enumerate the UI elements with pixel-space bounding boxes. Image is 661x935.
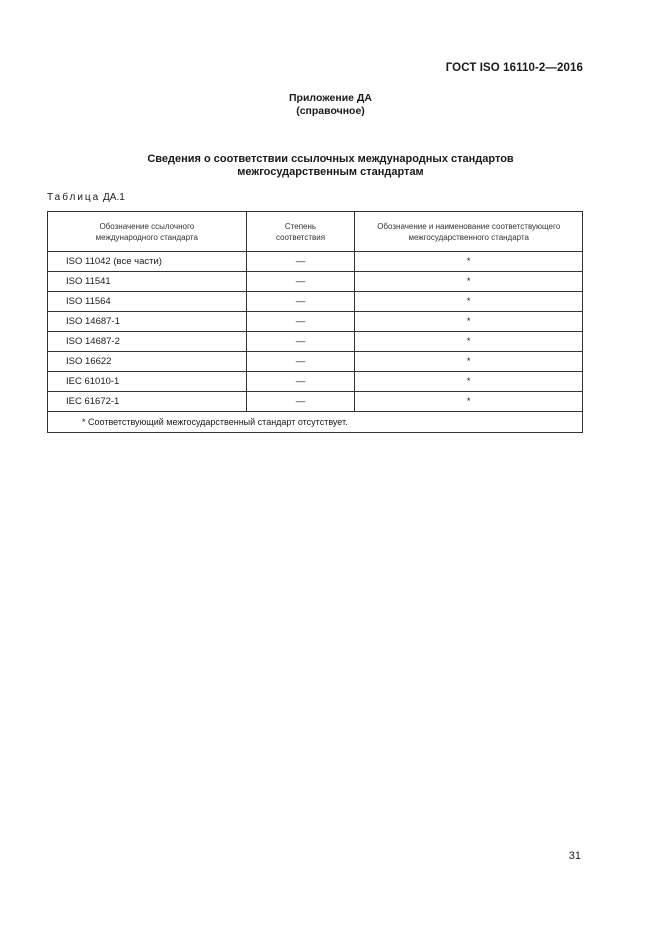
section-title <box>0 153 661 179</box>
cell-standard: ISO 11564 <box>48 292 247 312</box>
cell-standard: IEC 61672-1 <box>48 392 247 412</box>
cell-standard: IEC 61010-1 <box>48 372 247 392</box>
header-interstate-standard: Обозначение и наименование соответствующего межгосударственного стандарта <box>355 212 583 252</box>
table-footnote-row <box>48 412 583 433</box>
cell-standard: ISO 11541 <box>48 272 247 292</box>
cell-degree: — <box>246 292 355 312</box>
header-degree-of-conformity: Степень соответствия <box>246 212 355 252</box>
table-row <box>48 332 583 352</box>
cell-degree: — <box>246 372 355 392</box>
cell-standard: ISO 11042 (все части) <box>48 252 247 272</box>
correspondence-table <box>47 211 583 433</box>
section-title-line-2: межгосударственным стандартам <box>237 166 424 178</box>
page-number: 31 <box>568 850 581 862</box>
annex-heading <box>0 92 661 118</box>
section-title-line-1: Сведения о соответствии ссылочных международных стандартов <box>147 153 514 165</box>
cell-degree: — <box>246 392 355 412</box>
cell-national: * <box>355 272 583 292</box>
document-id: ГОСТ ISO 16110-2—2016 <box>445 62 583 74</box>
cell-national: * <box>355 252 583 272</box>
table-row <box>48 312 583 332</box>
table-row <box>48 292 583 312</box>
cell-degree: — <box>246 252 355 272</box>
table-row <box>48 392 583 412</box>
cell-national: * <box>355 352 583 372</box>
cell-standard: ISO 14687-1 <box>48 312 247 332</box>
table-row <box>48 352 583 372</box>
table-row <box>48 272 583 292</box>
annex-subtitle: (справочное) <box>296 105 365 117</box>
cell-national: * <box>355 312 583 332</box>
cell-national: * <box>355 292 583 312</box>
table-header-row <box>48 212 583 252</box>
annex-title: Приложение ДА <box>289 92 372 104</box>
cell-degree: — <box>246 312 355 332</box>
table-row <box>48 372 583 392</box>
table-caption-id: ДА.1 <box>103 192 125 203</box>
cell-national: * <box>355 392 583 412</box>
cell-degree: — <box>246 272 355 292</box>
cell-standard: ISO 16622 <box>48 352 247 372</box>
table-caption-prefix: Таблица <box>47 192 101 203</box>
table-caption <box>47 192 125 203</box>
cell-national: * <box>355 372 583 392</box>
cell-degree: — <box>246 332 355 352</box>
cell-standard: ISO 14687-2 <box>48 332 247 352</box>
table-footnote: * Соответствующий межгосударственный стандарт отсутствует. <box>48 412 583 433</box>
cell-degree: — <box>246 352 355 372</box>
header-reference-standard: Обозначение ссылочного международного стандарта <box>48 212 247 252</box>
table-row <box>48 252 583 272</box>
cell-national: * <box>355 332 583 352</box>
